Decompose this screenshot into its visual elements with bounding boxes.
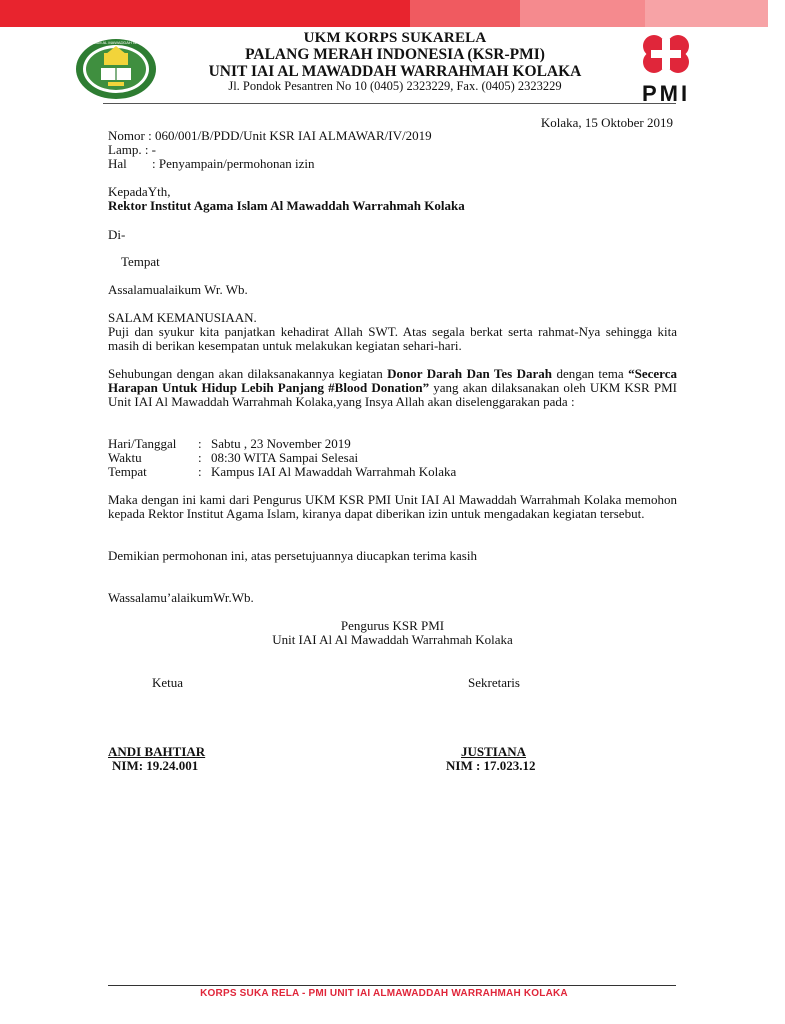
detail-row: Waktu : 08:30 WITA Sampai Selesai bbox=[108, 450, 359, 465]
place-date: Kolaka, 15 Oktober 2019 bbox=[540, 115, 673, 130]
org-line-1: Pengurus KSR PMI bbox=[340, 618, 445, 633]
header-title-line3: UNIT IAI AL MAWADDAH WARRAHMAH KOLAKA bbox=[208, 63, 582, 80]
di-line: Di- bbox=[108, 227, 126, 242]
bar-segment bbox=[410, 0, 520, 27]
p2-part-c: dengan tema bbox=[552, 366, 629, 381]
signature-left-nim: NIM: 19.24.001 bbox=[112, 758, 199, 773]
paragraph-4: Demikian permohonan ini, atas persetujuannya diucapkan terima kasih bbox=[108, 548, 477, 563]
paragraph-3: Maka dengan ini kami dari Pengurus UKM KSR PMI Unit IAI Al Mawaddah Warrahmah Kolaka memohon kepada Rektor Institut Agama Islam, kiranya dapat diberikan izin untuk mengadakan kegiatan tersebut. bbox=[108, 492, 677, 521]
detail-value: Kampus IAI Al Mawaddah Warrahmah Kolaka bbox=[211, 464, 457, 479]
header-title-line2: PALANG MERAH INDONESIA (KSR-PMI) bbox=[245, 46, 545, 63]
paragraph-2 bbox=[108, 367, 677, 409]
org-line-2: Unit IAI Al Al Mawaddah Warrahmah Kolaka bbox=[272, 632, 513, 647]
signature-right-nim: NIM : 17.023.12 bbox=[446, 758, 536, 773]
p2-event: Donor Darah Dan Tes Darah bbox=[387, 366, 553, 381]
detail-label: Waktu bbox=[108, 450, 142, 465]
red-cross-flower-icon bbox=[630, 32, 702, 76]
footer-text: KORPS SUKA RELA - PMI UNIT IAI ALMAWADDAH WARRAHMAH KOLAKA bbox=[200, 988, 568, 999]
paragraph-1: Puji dan syukur kita panjatkan kehadirat Allah SWT. Atas segala berkat serta rahmat-Nya sehingga kita masih di berikan kesempatan untuk melakukan kegiatan sehari-hari. bbox=[108, 324, 677, 353]
pmi-logo-text: PMI bbox=[641, 81, 691, 106]
seal-ring-text: INSTITUT AGAMA ISLAM AL MAWADDAH WARRAHMAH KOLAKA bbox=[55, 40, 177, 45]
salam: SALAM KEMANUSIAAN. bbox=[108, 310, 257, 325]
closing: Wassalamu’alaikumWr.Wb. bbox=[108, 590, 254, 605]
pmi-logo bbox=[630, 32, 702, 106]
header-color-bar bbox=[0, 0, 768, 27]
header-address: Jl. Pondok Pesantren No 10 (0405) 2323229, Fax. (0405) 2323229 bbox=[228, 79, 562, 93]
signature-left-name: ANDI BAHTIAR bbox=[108, 744, 206, 759]
tempat-line: Tempat bbox=[121, 254, 160, 269]
bar-segment bbox=[520, 0, 645, 27]
institute-seal-logo bbox=[55, 38, 177, 100]
header-divider bbox=[103, 103, 676, 104]
detail-value: Sabtu , 23 November 2019 bbox=[211, 436, 351, 451]
detail-value: 08:30 WITA Sampai Selesai bbox=[211, 450, 359, 465]
recipient: Rektor Institut Agama Islam Al Mawaddah Warrahmah Kolaka bbox=[108, 198, 465, 213]
subject-line bbox=[108, 157, 314, 171]
attachment-line: Lamp. : - bbox=[108, 142, 157, 157]
bar-segment bbox=[645, 0, 768, 27]
bar-segment bbox=[0, 0, 410, 27]
detail-label: Hari/Tanggal bbox=[108, 436, 177, 451]
signature-right-title: Sekretaris bbox=[468, 675, 520, 690]
p2-part-a: Sehubungan dengan akan dilaksanakannya kegiatan bbox=[108, 366, 388, 381]
detail-row: Hari/Tanggal : Sabtu , 23 November 2019 bbox=[108, 436, 351, 451]
greeting: Assalamualaikum Wr. Wb. bbox=[108, 282, 248, 297]
p2-part-e: yang akan dilaksanakan oleh UKM KSR PMI Unit IAI Al Mawaddah Warrahmah Kolaka,yang Insya Allah akan diselenggarakan pada : bbox=[108, 380, 677, 409]
detail-row: Tempat : Kampus IAI Al Mawaddah Warrahmah Kolaka bbox=[108, 464, 457, 479]
signature-left-title: Ketua bbox=[152, 675, 184, 690]
header-title-line1: UKM KORPS SUKARELA bbox=[303, 30, 487, 46]
subject-value: : Penyampain/permohonan izin bbox=[152, 156, 315, 171]
addressee-intro: KepadaYth, bbox=[108, 184, 171, 199]
signature-right-name: JUSTIANA bbox=[461, 744, 527, 759]
subject-label: Hal bbox=[108, 156, 127, 171]
footer-divider bbox=[108, 985, 676, 986]
letter-number: Nomor : 060/001/B/PDD/Unit KSR IAI ALMAWAR/IV/2019 bbox=[108, 128, 432, 143]
detail-label: Tempat bbox=[108, 464, 147, 479]
p2-theme: “Secerca Harapan Untuk Hidup Lebih Panjang #Blood Donation” bbox=[108, 366, 677, 395]
